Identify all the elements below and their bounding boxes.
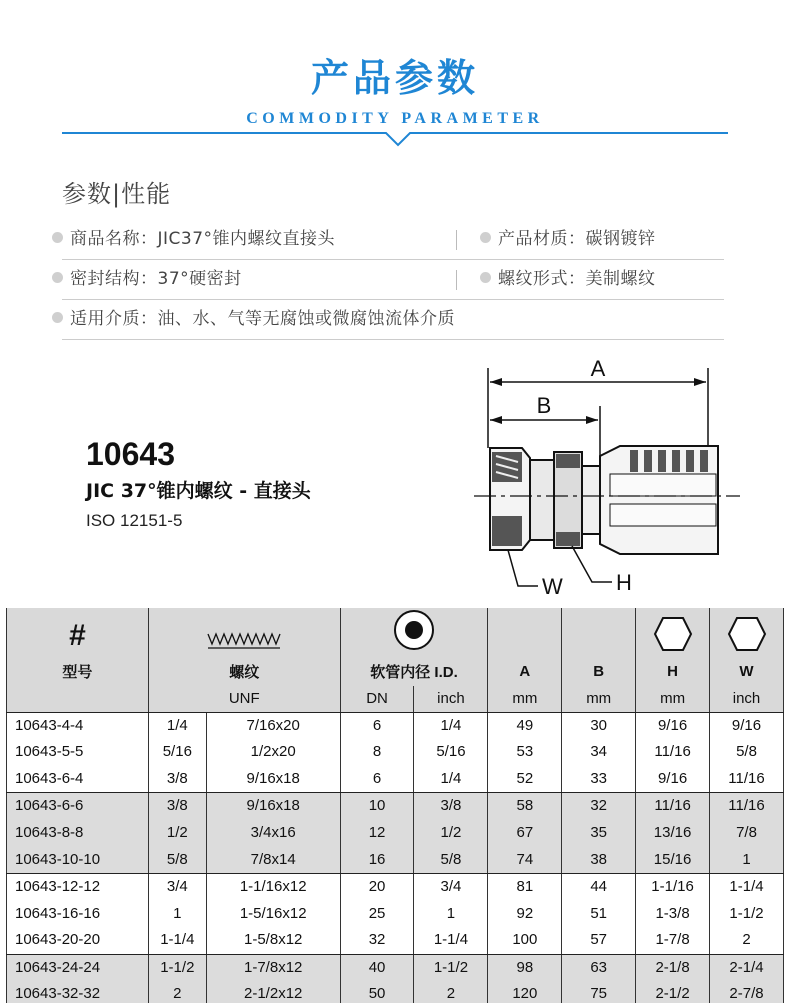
header-a: A [488, 656, 562, 686]
table-row [7, 927, 784, 954]
bullet-icon [52, 312, 63, 323]
table-row [7, 793, 784, 820]
param-row-1 [52, 219, 732, 259]
cell-inch: 1-1/4 [414, 927, 488, 954]
header-a-unit: mm [488, 686, 562, 712]
cell-thread: 1-1/16x12 [206, 873, 340, 900]
cell-h: 9/16 [636, 766, 710, 793]
hex-h-icon [653, 616, 693, 652]
cell-a: 74 [488, 846, 562, 873]
cell-a: 92 [488, 900, 562, 927]
cell-thread: 3/4x16 [206, 820, 340, 847]
cell-dn: 32 [340, 927, 414, 954]
cell-b: 33 [562, 766, 636, 793]
cell-dash: 3/4 [148, 873, 206, 900]
param-thread: 螺纹形式：美制螺纹 [480, 259, 656, 299]
cell-w: 5/8 [710, 739, 784, 766]
page-subtitle: COMMODITY PARAMETER [246, 110, 544, 127]
cell-h: 1-7/8 [636, 927, 710, 954]
header-b-icon-cell [562, 608, 636, 656]
cell-h: 11/16 [636, 739, 710, 766]
cell-b: 63 [562, 954, 636, 981]
cell-inch: 3/4 [414, 873, 488, 900]
header-hose-icon-cell [340, 608, 488, 656]
header-thread: 螺纹 [148, 656, 340, 686]
param-seal: 密封结构：37°硬密封 [52, 259, 242, 299]
cell-inch: 1/4 [414, 712, 488, 739]
header-w: W [710, 656, 784, 686]
cell-thread: 1-5/16x12 [206, 900, 340, 927]
spec-table [6, 608, 784, 1003]
cell-inch: 1-1/2 [414, 954, 488, 981]
product-name: JIC 37°锥内螺纹 - 直接头 [86, 480, 311, 502]
table-row [7, 873, 784, 900]
header-w-icon-cell [710, 608, 784, 656]
cell-h: 1-1/16 [636, 873, 710, 900]
cell-inch: 5/16 [414, 739, 488, 766]
cell-w: 7/8 [710, 820, 784, 847]
cell-dash: 1-1/4 [148, 927, 206, 954]
table-row [7, 712, 784, 739]
header-w-unit: inch [710, 686, 784, 712]
cell-thread: 1-7/8x12 [206, 954, 340, 981]
cell-h: 2-1/8 [636, 954, 710, 981]
cell-h: 13/16 [636, 820, 710, 847]
cell-b: 30 [562, 712, 636, 739]
param-row-3 [52, 299, 732, 339]
header-thread-unit: UNF [148, 686, 340, 712]
dim-label-a: A [590, 356, 606, 381]
header-b-unit: mm [562, 686, 636, 712]
cell-w: 2-1/4 [710, 954, 784, 981]
cell-dash: 2 [148, 981, 206, 1003]
cell-model: 10643-4-4 [7, 712, 149, 739]
table-row [7, 981, 784, 1003]
cell-model: 10643-12-12 [7, 873, 149, 900]
cell-dash: 5/8 [148, 846, 206, 873]
header-b: B [562, 656, 636, 686]
cell-dash: 1 [148, 900, 206, 927]
cell-dn: 50 [340, 981, 414, 1003]
section-title: 参数|性能 [62, 180, 172, 208]
header-divider [0, 0, 790, 160]
cell-dn: 40 [340, 954, 414, 981]
cell-b: 35 [562, 820, 636, 847]
spec-table-body [7, 712, 784, 1003]
cell-dn: 10 [340, 793, 414, 820]
cell-dash: 3/8 [148, 766, 206, 793]
header-hose-id: 软管内径 I.D. [340, 656, 488, 686]
cell-h: 1-3/8 [636, 900, 710, 927]
page-title: 产品参数 [310, 56, 479, 100]
cell-thread: 2-1/2x12 [206, 981, 340, 1003]
cell-model: 10643-6-4 [7, 766, 149, 793]
header-hash: # [7, 608, 149, 656]
cell-w: 11/16 [710, 766, 784, 793]
cell-h: 15/16 [636, 846, 710, 873]
param-product-name: 商品名称：JIC37°锥内螺纹直接头 [52, 219, 335, 259]
cell-dn: 25 [340, 900, 414, 927]
param-divider [62, 339, 724, 340]
bullet-icon [52, 232, 63, 243]
fitting-drawing [460, 356, 750, 602]
header-h: H [636, 656, 710, 686]
cell-a: 53 [488, 739, 562, 766]
cell-w: 1-1/2 [710, 900, 784, 927]
thread-icon [206, 630, 282, 652]
cell-model: 10643-32-32 [7, 981, 149, 1003]
hose-id-icon [392, 608, 436, 652]
dim-label-b: B [536, 393, 552, 418]
cell-b: 34 [562, 739, 636, 766]
header-dn: DN [340, 686, 414, 712]
cell-dn: 16 [340, 846, 414, 873]
cell-w: 11/16 [710, 793, 784, 820]
cell-dn: 6 [340, 712, 414, 739]
cell-dash: 5/16 [148, 739, 206, 766]
param-separator [456, 230, 457, 250]
cell-inch: 2 [414, 981, 488, 1003]
dim-label-w: W [542, 574, 563, 599]
cell-inch: 1 [414, 900, 488, 927]
cell-dash: 1/4 [148, 712, 206, 739]
cell-w: 2-7/8 [710, 981, 784, 1003]
cell-inch: 5/8 [414, 846, 488, 873]
header-inch: inch [414, 686, 488, 712]
cell-b: 38 [562, 846, 636, 873]
cell-model: 10643-20-20 [7, 927, 149, 954]
param-separator [456, 270, 457, 290]
cell-w: 1 [710, 846, 784, 873]
bullet-icon [52, 272, 63, 283]
cell-dash: 1-1/2 [148, 954, 206, 981]
table-row [7, 846, 784, 873]
header-model: 型号 [7, 656, 149, 686]
cell-model: 10643-8-8 [7, 820, 149, 847]
cell-a: 58 [488, 793, 562, 820]
cell-a: 100 [488, 927, 562, 954]
dim-label-h: H [616, 570, 632, 595]
cell-thread: 9/16x18 [206, 766, 340, 793]
cell-b: 75 [562, 981, 636, 1003]
cell-inch: 1/4 [414, 766, 488, 793]
header-h-icon-cell [636, 608, 710, 656]
cell-inch: 1/2 [414, 820, 488, 847]
cell-model: 10643-6-6 [7, 793, 149, 820]
header-a-icon-cell [488, 608, 562, 656]
cell-dash: 3/8 [148, 793, 206, 820]
product-standard: ISO 12151-5 [86, 511, 183, 530]
cell-h: 11/16 [636, 793, 710, 820]
cell-thread: 7/16x20 [206, 712, 340, 739]
cell-b: 44 [562, 873, 636, 900]
cell-thread: 7/8x14 [206, 846, 340, 873]
cell-inch: 3/8 [414, 793, 488, 820]
cell-dn: 6 [340, 766, 414, 793]
cell-model: 10643-16-16 [7, 900, 149, 927]
cell-h: 9/16 [636, 712, 710, 739]
cell-model: 10643-5-5 [7, 739, 149, 766]
cell-model: 10643-24-24 [7, 954, 149, 981]
table-row [7, 954, 784, 981]
cell-b: 32 [562, 793, 636, 820]
table-row [7, 820, 784, 847]
header-h-unit: mm [636, 686, 710, 712]
cell-h: 2-1/2 [636, 981, 710, 1003]
table-row [7, 900, 784, 927]
header-thread-icon-cell [148, 608, 340, 656]
cell-model: 10643-10-10 [7, 846, 149, 873]
cell-thread: 1-5/8x12 [206, 927, 340, 954]
cell-dn: 8 [340, 739, 414, 766]
cell-a: 49 [488, 712, 562, 739]
cell-dash: 1/2 [148, 820, 206, 847]
cell-thread: 9/16x18 [206, 793, 340, 820]
cell-a: 120 [488, 981, 562, 1003]
cell-a: 81 [488, 873, 562, 900]
bullet-icon [480, 272, 491, 283]
cell-dn: 20 [340, 873, 414, 900]
table-row [7, 739, 784, 766]
cell-a: 52 [488, 766, 562, 793]
bullet-icon [480, 232, 491, 243]
hex-w-icon [727, 616, 767, 652]
product-model: 10643 [86, 436, 175, 472]
cell-w: 2 [710, 927, 784, 954]
cell-a: 98 [488, 954, 562, 981]
cell-w: 9/16 [710, 712, 784, 739]
cell-w: 1-1/4 [710, 873, 784, 900]
cell-dn: 12 [340, 820, 414, 847]
param-medium: 适用介质：油、水、气等无腐蚀或微腐蚀流体介质 [52, 299, 455, 339]
cell-b: 51 [562, 900, 636, 927]
cell-a: 67 [488, 820, 562, 847]
param-material: 产品材质：碳钢镀锌 [480, 219, 656, 259]
param-row-2 [52, 259, 732, 299]
table-row [7, 766, 784, 793]
cell-b: 57 [562, 927, 636, 954]
cell-thread: 1/2x20 [206, 739, 340, 766]
